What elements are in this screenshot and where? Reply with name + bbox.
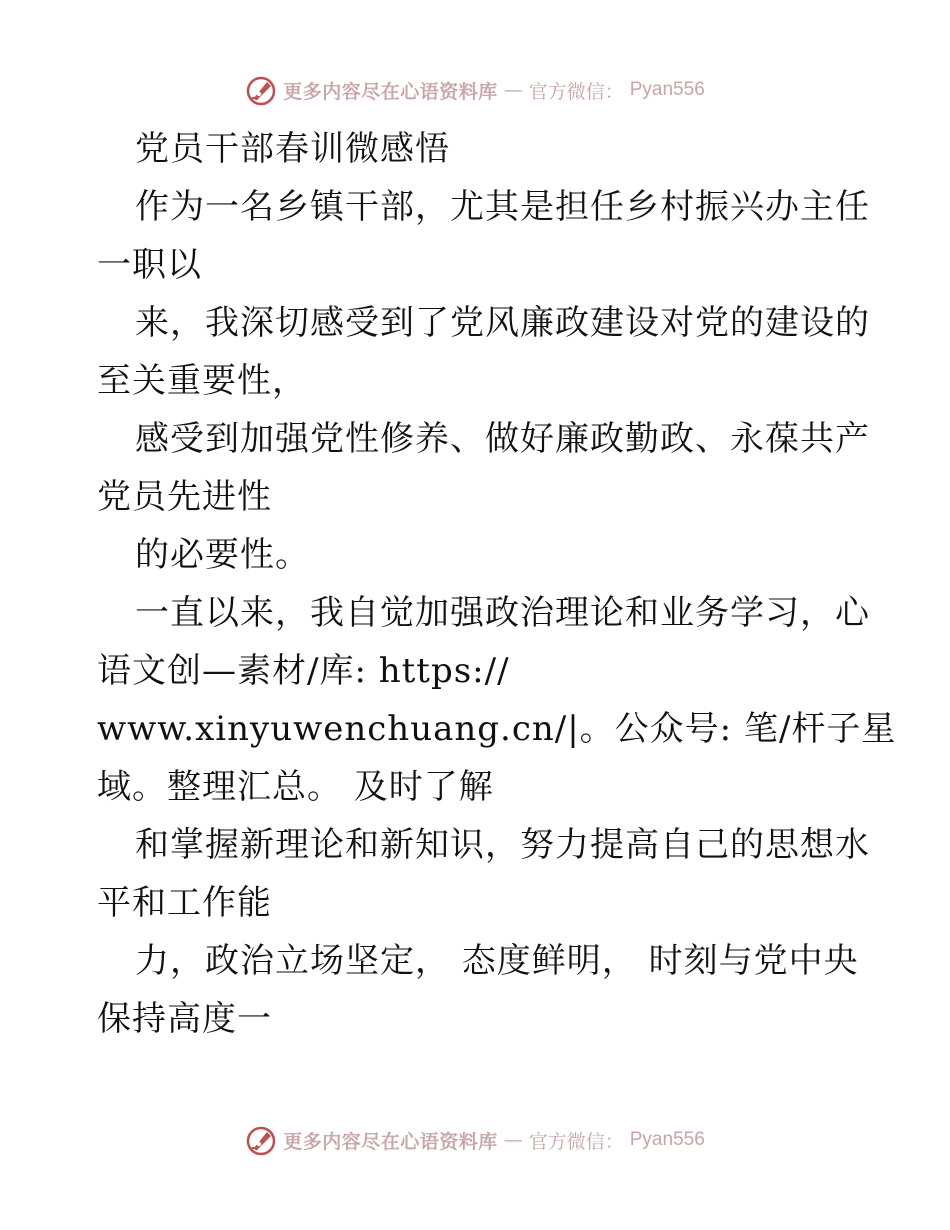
paragraph-line: www.xinyuwenchuang.cn/|。公众号: 笔/杆子星 [97,709,897,749]
pen-nib-logo-icon [245,74,277,106]
watermark-separator: — [503,1129,523,1151]
paragraph-line: 语文创—素材/库: https:// [97,651,510,691]
pen-nib-logo-icon [245,1124,277,1156]
paragraph-line: 域。整理汇总。 及时了解 [97,767,494,807]
header-watermark [0,70,950,110]
watermark-wechat-label: 官方微信： [528,1130,624,1153]
paragraph-line: 来，我深切感受到了党风廉政建设对党的建设的 [135,303,870,343]
paragraph-line: 平和工作能 [97,883,272,923]
watermark-brand: 更多内容尽在心语资料库 [283,80,498,103]
paragraph-line: 至关重要性， [97,361,307,401]
paragraph-line: 和掌握新理论和新知识，努力提高自己的思想水 [135,825,870,865]
paragraph-line: 一直以来，我自觉加强政治理论和业务学习，心 [135,593,870,633]
watermark-brand: 更多内容尽在心语资料库 [283,1130,498,1153]
paragraph-line: 力，政治立场坚定， 态度鲜明， 时刻与党中央 [135,941,859,981]
watermark-wechat-label: 官方微信： [528,80,624,103]
paragraph-line: 保持高度一 [97,999,272,1039]
watermark-separator: — [503,79,523,101]
paragraph-line: 作为一名乡镇干部，尤其是担任乡村振兴办主任 [135,187,870,227]
document-body [97,120,897,1048]
watermark-wechat-id: Pyan556 [629,1129,705,1150]
footer-watermark [0,1120,950,1160]
paragraph-line: 感受到加强党性修养、做好廉政勤政、永葆共产 [135,419,870,459]
watermark-wechat-id: Pyan556 [629,79,705,100]
document-title: 党员干部春训微感悟 [135,129,450,169]
paragraph-line: 党员先进性 [97,477,272,517]
paragraph-line: 的必要性。 [135,535,310,575]
paragraph-line: 一职以 [97,245,202,285]
